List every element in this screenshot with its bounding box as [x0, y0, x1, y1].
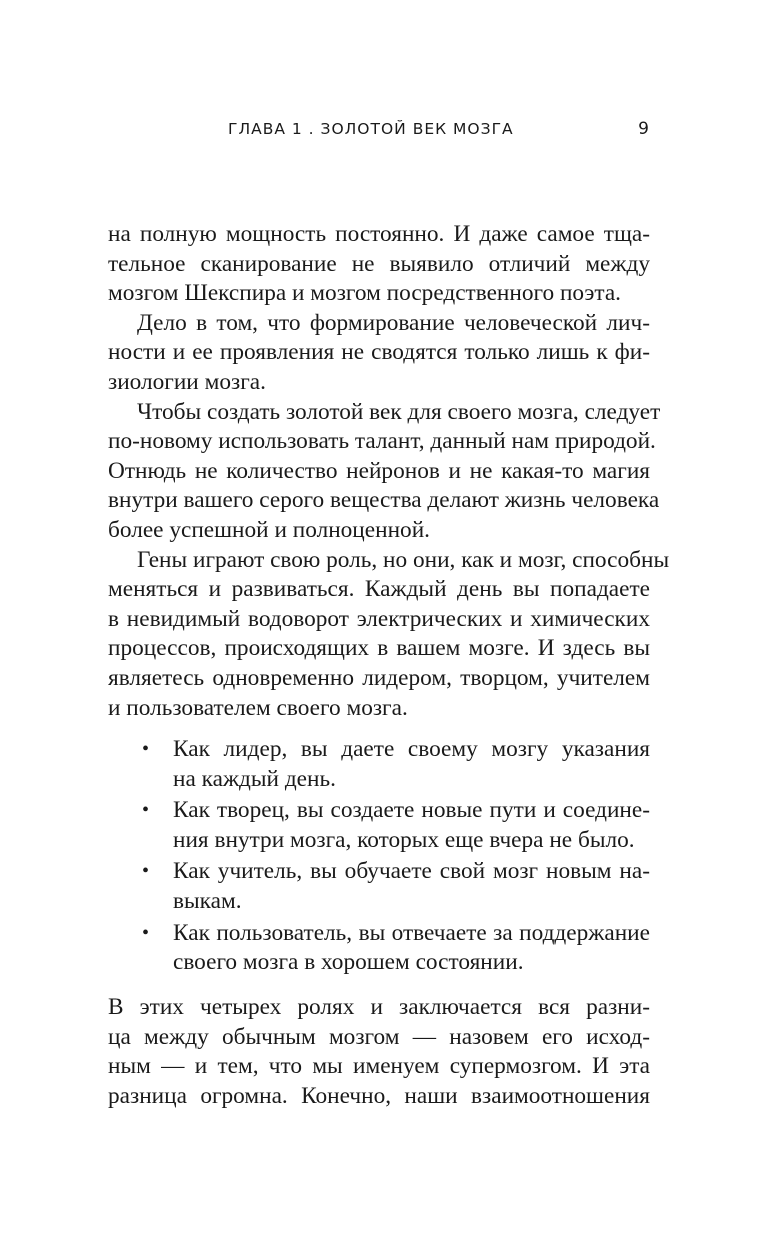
text-line: выкам. — [173, 887, 242, 914]
bullet-icon: • — [142, 860, 150, 883]
text-line: ца между обычным мозгом — назовем его исход- — [108, 1023, 650, 1050]
list-item — [142, 857, 650, 916]
text-line: Чтобы создать золотой век для своего мозга, следует — [137, 398, 661, 425]
text-line: и пользователем своего мозга. — [108, 694, 408, 721]
text-line: Как творец, вы создаете новые пути и соедине- — [173, 797, 650, 824]
text-line: Отнюдь не количество нейронов и не какая-то магия — [108, 457, 650, 484]
text-line: разница огромна. Конечно, наши взаимоотношения — [108, 1082, 650, 1109]
text-line: зиологии мозга. — [108, 368, 266, 395]
bullet-icon: • — [142, 738, 150, 760]
list-item — [142, 735, 650, 794]
text-line: Дело в том, что формирование человеческой лич- — [137, 309, 650, 336]
body-text — [108, 220, 670, 723]
bullet-icon: • — [142, 799, 150, 822]
text-line: тельное сканирование не выявило отличий между — [108, 250, 650, 277]
text-line: мозгом Шекспира и мозгом посредственного поэта. — [108, 280, 621, 307]
text-line: Как лидер, вы даете своему мозгу указания — [173, 736, 650, 762]
text-line: своего мозга в хорошем состоянии. — [173, 949, 524, 976]
paragraph-4 — [108, 546, 670, 724]
text-line: меняться и развиваться. Каждый день вы попадаете — [108, 576, 650, 603]
paragraph-3 — [108, 398, 661, 546]
text-line: на полную мощность постоянно. И даже самое тща- — [108, 221, 650, 247]
text-line: ния внутри мозга, которых еще вчера не было. — [173, 826, 635, 853]
text-line: В этих четырех ролях и заключается вся разни- — [108, 994, 650, 1020]
chapter-title: ГЛАВА 1 . ЗОЛОТОЙ ВЕК МОЗГА — [228, 120, 514, 138]
text-line: ности и ее проявления не сводятся только лишь к фи- — [108, 339, 650, 366]
text-line: являетесь одновременно лидером, творцом, учителем — [108, 664, 650, 691]
text-line: Как пользователь, вы отвечаете за поддержание — [173, 919, 650, 946]
text-line: Гены играют свою роль, но они, как и мозг, способны — [137, 546, 670, 573]
text-line: в невидимый водоворот электрических и химических — [108, 605, 650, 632]
text-line: процессов, происходящих в вашем мозге. И здесь вы — [108, 635, 650, 662]
page-number: 9 — [638, 119, 650, 139]
bullet-list — [142, 735, 650, 980]
text-line: на каждый день. — [173, 765, 336, 792]
text-line: по-новому использовать талант, данный нам природой. — [108, 428, 656, 455]
list-item — [142, 919, 650, 978]
running-head — [228, 117, 650, 141]
text-line: Как учитель, вы обучаете свой мозг новым на- — [173, 858, 650, 885]
closing-paragraph — [108, 993, 650, 1111]
text-line: более успешной и полноценной. — [108, 516, 430, 543]
text-line: внутри вашего серого вещества делают жизнь человека — [108, 487, 660, 514]
bullet-icon: • — [142, 921, 150, 944]
list-item — [142, 796, 650, 855]
paragraph-1 — [108, 220, 650, 309]
text-line: ным — и тем, что мы именуем супермозгом. И эта — [108, 1053, 650, 1080]
paragraph-2 — [108, 309, 650, 398]
